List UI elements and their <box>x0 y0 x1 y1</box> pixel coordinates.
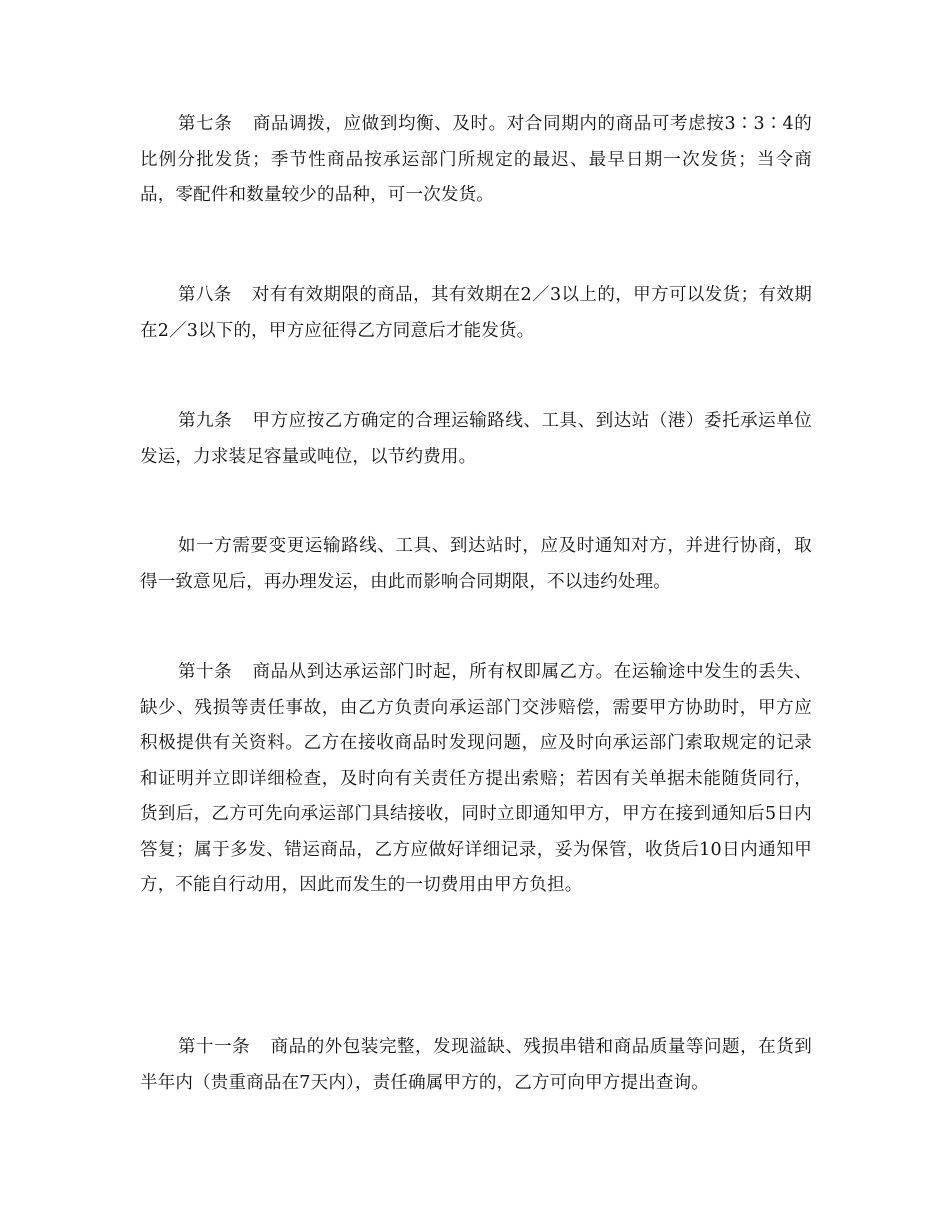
article-8-heading: 第八条 <box>178 285 232 305</box>
article-9-continued-text: 如一方需要变更运输路线、工具、到达站时，应及时通知对方，并进行协商，取得一致意见后，再办理发运，由此而影响合同期限，不以违约处理。 <box>140 536 812 592</box>
article-11-paragraph <box>140 1030 812 1101</box>
article-9-paragraph <box>140 404 812 475</box>
article-9-heading: 第九条 <box>178 411 233 431</box>
article-11-heading: 第十一条 <box>178 1037 251 1057</box>
article-9-text: 甲方应按乙方确定的合理运输路线、工具、到达站（港）委托承运单位发运，力求装足容量或吨位，以节约费用。 <box>140 411 812 467</box>
article-10-paragraph <box>140 655 812 904</box>
article-7-heading: 第七条 <box>178 114 233 134</box>
article-7-text: 商品调拨，应做到均衡、及时。对合同期内的商品可考虑按3∶3∶4的比例分批发货；季节性商品按承运部门所规定的最迟、最早日期一次发货；当令商品，零配件和数量较少的品种，可一次发货。 <box>140 114 812 205</box>
article-10-text: 商品从到达承运部门时起，所有权即属乙方。在运输途中发生的丢失、缺少、残损等责任事故，由乙方负责向承运部门交涉赔偿，需要甲方协助时，甲方应积极提供有关资料。乙方在接收商品时发现问题，应及时向承运部门索取规定的记录和证明并立即详细检查，及时向有关责任方提出索赔；若因有关单据未能随货同行，货到后，乙方可先向承运部门具结接收，同时立即通知甲方，甲方在接到通知后5日内答复；属于多发、错运商品，乙方应做好详细记录，妥为保管，收货后10日内通知甲方，不能自行动用，因此而发生的一切费用由甲方负担。 <box>140 662 812 895</box>
article-9-continued-paragraph <box>140 529 812 600</box>
article-7-paragraph <box>140 107 812 214</box>
article-10-heading: 第十条 <box>178 662 233 682</box>
article-8-paragraph <box>140 278 812 349</box>
article-11-text: 商品的外包装完整，发现溢缺、残损串错和商品质量等问题，在货到半年内（贵重商品在7天内），责任确属甲方的，乙方可向甲方提出查询。 <box>140 1037 812 1093</box>
article-8-text: 对有有效期限的商品，其有效期在2／3以上的，甲方可以发货；有效期在2／3以下的，甲方应征得乙方同意后才能发货。 <box>140 285 812 341</box>
